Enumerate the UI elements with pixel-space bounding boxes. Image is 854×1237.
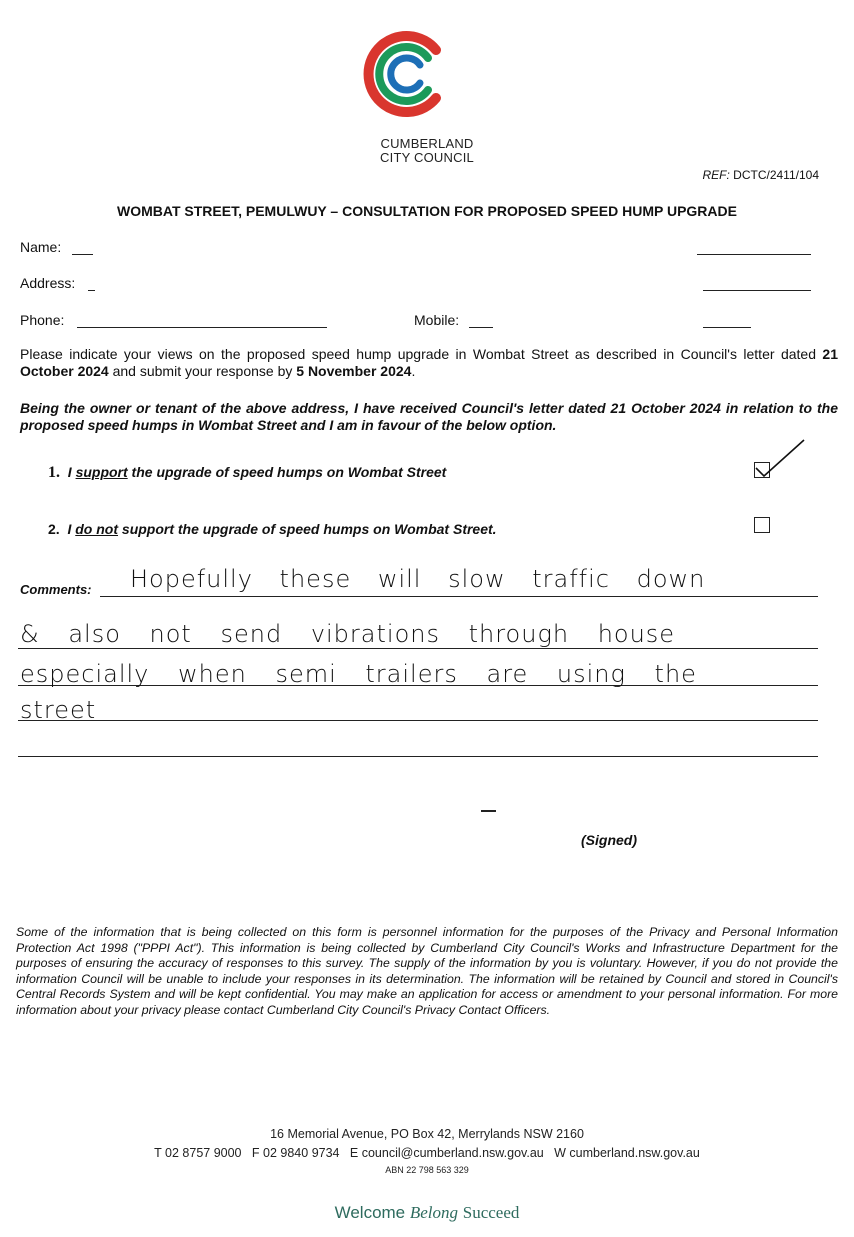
intro-text-c: . [411,363,416,379]
option-2-number: 2. [48,521,60,537]
comments-label: Comments: [20,582,92,597]
comment-rule-4 [18,720,818,721]
address-field[interactable] [88,290,95,291]
comment-line-2: & also not send vibrations through house [20,620,676,648]
ref-label: REF: [702,168,730,182]
letter-date: 21 October 2024 [20,346,838,379]
logo-line-2: CITY COUNCIL [380,150,474,165]
comment-rule-5 [18,756,818,757]
logo-line-1: CUMBERLAND [380,136,474,151]
name-field-end[interactable] [697,254,811,255]
option-1-pre: I [67,464,76,480]
owner-statement: Being the owner or tenant of the above address, I have received Council's letter dated 21 October 2024 in relation to the proposed speed humps in Wombat Street and I am in favour of the below option. [20,400,838,433]
phone-field[interactable] [77,327,327,328]
phone-label: Phone: [20,312,65,328]
comment-rule-2 [18,648,818,649]
tagline [0,1203,854,1223]
name-label: Name: [20,239,62,255]
footer-address: 16 Memorial Avenue, PO Box 42, Merrylands NSW 2160 [270,1127,584,1141]
ref-value: DCTC/2411/104 [733,168,819,182]
address-field-end[interactable] [703,290,811,291]
mobile-field-end[interactable] [703,327,751,328]
option-2-checkbox[interactable] [754,517,770,533]
signature-line[interactable] [481,810,496,812]
signed-label: (Signed) [581,832,637,848]
comment-rule-1 [100,596,818,597]
privacy-notice: Some of the information that is being collected on this form is personnel information for the purposes of the Privacy and Personal Information Protection Act 1998 ("PPPI Act"). This information is being collected by Cumberland City Council's Works and Infrastructure Department for the purposes of ensuring the accuracy of responses to this survey. The supply of the information by you is voluntary. However, if you do not provide the information Council will be unable to include your responses in its determination. The information will be retained by Council and stored in Council's Central Records System and will be kept confidential. You may make an application for access or amendment to your personal information. For more information about your privacy please contact Cumberland City Council's Privacy Contact Officers. [16,925,838,1017]
comment-line-3: especially when semi trailers are using the [20,660,697,688]
footer-abn: ABN 22 798 563 329 [385,1165,469,1175]
reference-number [702,168,819,182]
option-2 [48,521,497,537]
mobile-field[interactable] [469,327,493,328]
option-2-post: support the upgrade of speed humps on Wombat Street. [118,521,497,537]
intro-paragraph [20,346,838,380]
tagline-welcome: Welcome [334,1203,406,1222]
address-label: Address: [20,275,76,291]
option-1-post: the upgrade of speed humps on Wombat Street [127,464,447,480]
council-logo [362,28,452,120]
intro-text-a: Please indicate your views on the proposed speed hump upgrade in Wombat Street as described in Council's letter dated [20,346,823,362]
name-field[interactable] [72,254,93,255]
checkmark-icon [752,436,808,482]
footer-contacts: T 02 8757 9000 F 02 9840 9734 E council@cumberland.nsw.gov.au W cumberland.nsw.gov.au [154,1146,700,1160]
comment-line-4: street [20,696,97,724]
tagline-succeed: Succeed [462,1203,520,1222]
intro-text-b: and submit your response by [108,363,297,379]
option-2-key: do not [75,521,119,537]
option-2-pre: I [67,521,76,537]
option-1 [48,464,446,482]
option-1-number: 1. [48,464,60,481]
page-title: WOMBAT STREET, PEMULWUY – CONSULTATION FOR PROPOSED SPEED HUMP UPGRADE [117,203,737,219]
comment-line-1: Hopefully these will slow traffic down [130,565,706,593]
response-deadline: 5 November 2024 [296,363,412,379]
option-1-key: support [75,464,128,480]
mobile-label: Mobile: [414,312,460,328]
tagline-belong: Belong [409,1203,459,1222]
